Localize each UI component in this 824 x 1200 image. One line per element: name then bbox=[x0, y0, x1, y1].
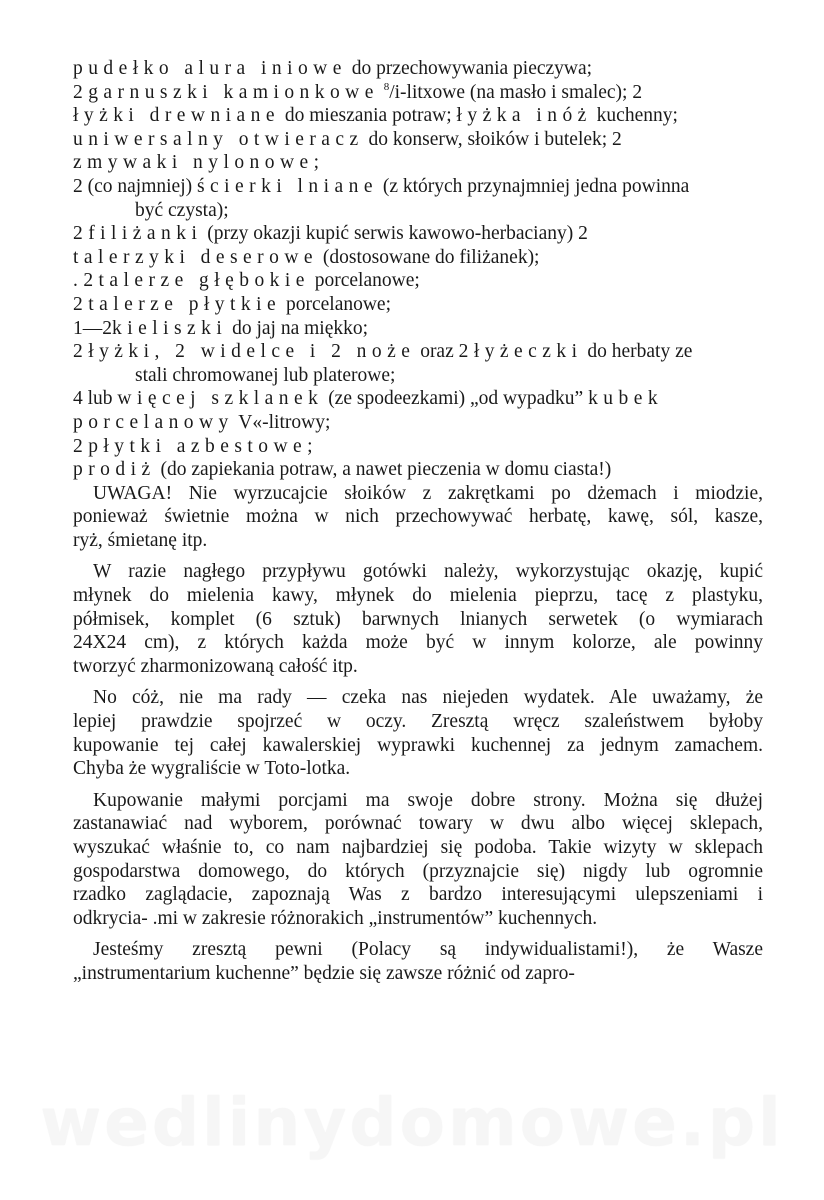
item-name: 2talerze płytkie bbox=[73, 293, 282, 315]
paragraph bbox=[73, 482, 763, 553]
list-item bbox=[73, 104, 763, 128]
list-item bbox=[73, 57, 763, 81]
paragraph-line: kupowanie tej całej kawalerskiej wyprawki kuchennej za jednym zamachem. bbox=[73, 734, 763, 756]
watermark: wedlinydomowe.pl bbox=[40, 1084, 784, 1161]
item-description: /i-litxowe (na masło i smalec); 2 bbox=[389, 81, 643, 103]
paragraph-line: 24X24 cm), z których każda może być w innym kolorze, ale powinny bbox=[73, 632, 763, 654]
superscript-number: 8 bbox=[383, 80, 390, 93]
paragraph-line: młynek do mielenia kawy, młynek do mielenia pieprzu, tacę z plastyku, bbox=[73, 585, 763, 606]
item-name: zmywaki nylonowe; bbox=[73, 152, 325, 174]
item-description: (przy okazji kupić serwis kawowo-herbaciany) 2 bbox=[202, 223, 588, 245]
kitchen-items-list bbox=[73, 57, 763, 482]
paragraph-line: wyszukać właśnie to, co nam najbardziej się podoba. Takie wizyty w sklepach bbox=[73, 837, 763, 859]
list-item bbox=[73, 81, 763, 105]
item-name: kubek bbox=[588, 388, 664, 410]
item-name: talerzyki deserowe bbox=[73, 246, 318, 268]
item-name: pudełko alura iniowe bbox=[73, 58, 347, 79]
item-prefix: 4 lub bbox=[73, 388, 118, 410]
list-item bbox=[73, 293, 763, 317]
list-item bbox=[73, 246, 763, 270]
paragraph bbox=[73, 560, 763, 679]
list-item bbox=[73, 387, 763, 411]
paragraph-line: zastanawiać nad wyborem, porównać towary w dwu albo więcej sklepach, bbox=[73, 813, 763, 835]
list-item bbox=[73, 151, 763, 175]
item-name: porcelanowy bbox=[73, 411, 234, 433]
item-description: kuchenny; bbox=[591, 105, 678, 127]
item-description: do mieszania potraw; bbox=[279, 105, 457, 127]
item-description: porcelanowe; bbox=[309, 270, 420, 292]
item-description: (dostosowane do filiżanek); bbox=[318, 246, 540, 268]
list-item-continuation bbox=[73, 364, 763, 388]
paragraph-line: ponieważ świetnie można w nich przechowywać herbatę, kawę, sól, kasze, bbox=[73, 506, 763, 528]
paragraph-line: lepiej prawdzie spojrzeć w oczy. Zresztą wręcz szaleństwem byłoby bbox=[73, 711, 763, 733]
paragraph-line: W razie nagłego przypływu gotówki należy, wykorzystując okazję, kupić bbox=[93, 561, 763, 583]
paragraph bbox=[73, 686, 763, 781]
list-item bbox=[73, 222, 763, 246]
item-prefix: 2 (co najmniej) bbox=[73, 175, 197, 197]
document-page bbox=[73, 57, 763, 993]
item-description: V«-litrowy; bbox=[233, 411, 331, 433]
item-description: do przechowywania pieczywa; bbox=[346, 58, 593, 79]
item-name: 2płytki azbestowe; bbox=[73, 435, 319, 457]
item-description: do konserw, słoików i butelek; 2 bbox=[363, 128, 622, 150]
item-name: łyżka inóż bbox=[456, 105, 592, 127]
body-text bbox=[73, 482, 763, 986]
item-name: .2talerze głębokie bbox=[73, 270, 310, 292]
item-name: łyżki drewniane bbox=[73, 105, 280, 127]
list-item-continuation bbox=[73, 199, 763, 223]
paragraph-line: ryż, śmietanę itp. bbox=[73, 530, 208, 552]
list-item bbox=[73, 435, 763, 459]
paragraph-line: rzadko zaglądacie, zapoznają Was z bardzo interesującymi ulepszeniami i bbox=[73, 884, 763, 906]
list-item bbox=[73, 317, 763, 341]
item-name: ścierki lniane bbox=[197, 175, 378, 197]
item-name: 2garnuszki kamionkowe bbox=[73, 81, 379, 103]
item-name: prodiż bbox=[73, 459, 156, 481]
paragraph-line: UWAGA! Nie wyrzucajcie słoików z zakrętkami po dżemach i miodzie, bbox=[93, 482, 763, 504]
paragraph bbox=[73, 938, 763, 985]
paragraph bbox=[73, 789, 763, 931]
item-description: do herbaty ze bbox=[582, 341, 693, 363]
item-description: stali chromowanej lub platerowe; bbox=[135, 364, 396, 386]
list-item bbox=[73, 340, 763, 364]
item-description: do jaj na miękko; bbox=[227, 317, 369, 339]
paragraph-line: tworzyć zharmonizowaną całość itp. bbox=[73, 656, 358, 678]
item-description: (do zapiekania potraw, a nawet pieczenia w domu ciasta!) bbox=[155, 459, 612, 481]
item-name: 2łyżki, 2 widelce i 2 noże bbox=[73, 341, 416, 363]
paragraph-line: „instrumentarium kuchenne” będzie się zawsze różnić od zapro- bbox=[73, 963, 575, 985]
item-description: być czysta); bbox=[135, 199, 229, 221]
item-description: porcelanowe; bbox=[281, 293, 392, 315]
paragraph-line: gospodarstwa domowego, do których (przyznajcie się) nigdy lub ogromnie bbox=[73, 860, 763, 882]
paragraph-line: Chyba że wygraliście w Toto-lotka. bbox=[73, 758, 351, 780]
list-item bbox=[73, 269, 763, 293]
item-name: kieliszki bbox=[112, 317, 228, 339]
paragraph-line: półmisek, komplet (6 sztuk) barwnych lnianych serwetek (o wymiarach bbox=[73, 608, 763, 630]
item-description: (ze spodeezkami) „od wypadku” bbox=[323, 388, 589, 410]
item-name: uniwersalny otwieracz bbox=[73, 128, 364, 150]
item-description: oraz bbox=[415, 341, 459, 363]
paragraph-line: Jesteśmy zresztą pewni (Polacy są indywidualistami!), że Wasze bbox=[93, 939, 763, 961]
item-name: 2łyżeczki bbox=[458, 341, 583, 363]
list-item bbox=[73, 175, 763, 199]
item-name: 2filiżanki bbox=[73, 223, 203, 245]
list-item bbox=[73, 458, 763, 482]
paragraph-line: Kupowanie małymi porcjami ma swoje dobre strony. Można się dłużej bbox=[93, 789, 763, 811]
item-description: (z których przynajmniej jedna powinna bbox=[377, 175, 690, 197]
list-item bbox=[73, 128, 763, 152]
paragraph-line: No cóż, nie ma rady — czeka nas niejeden wydatek. Ale uważamy, że bbox=[93, 687, 763, 709]
list-item bbox=[73, 411, 763, 435]
item-name: więcej szklanek bbox=[117, 388, 324, 410]
paragraph-line: odkrycia- .mi w zakresie różnorakich „instrumentów” kuchennych. bbox=[73, 908, 598, 930]
item-prefix: 1—2 bbox=[73, 317, 112, 339]
